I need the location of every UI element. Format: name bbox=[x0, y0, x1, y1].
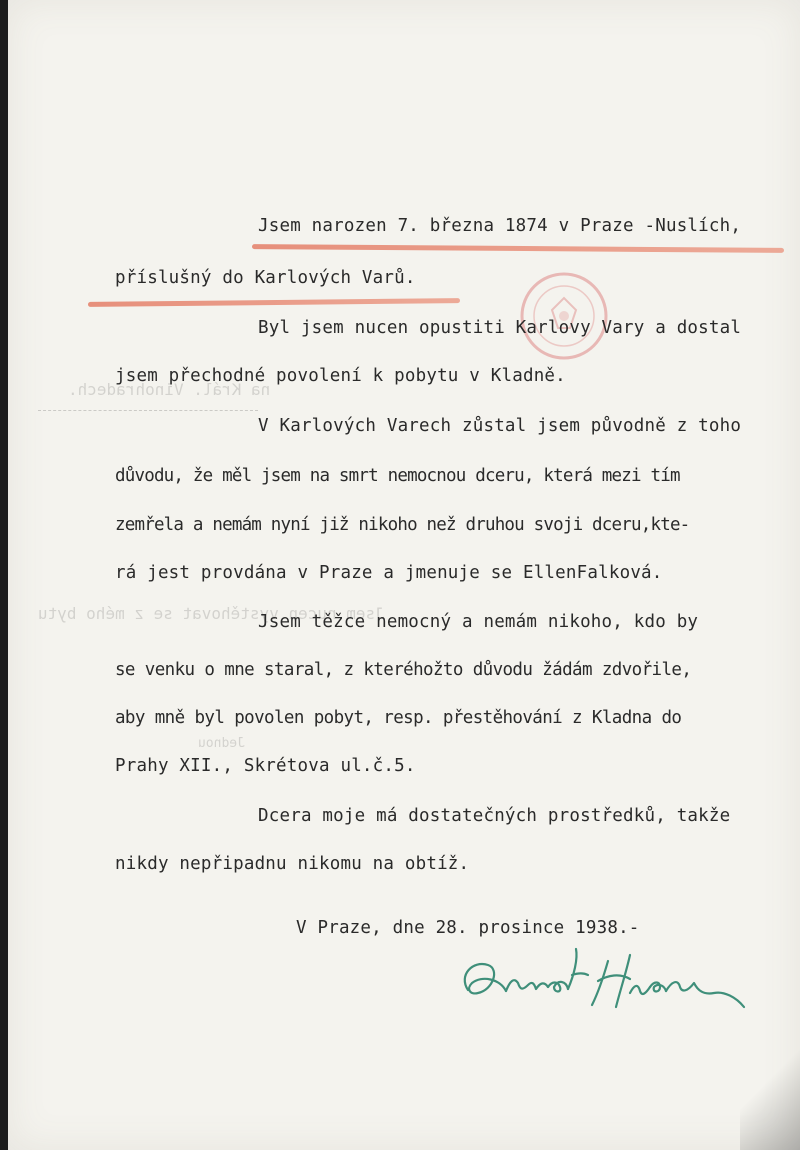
body-line: aby mně byl povolen pobyt, resp. přestěhování z Kladna do bbox=[115, 708, 682, 728]
ghost-text: na Král. Vinohradech. bbox=[68, 380, 271, 399]
official-stamp-icon bbox=[518, 270, 610, 362]
date-line: V Praze, dne 28. prosince 1938.- bbox=[296, 918, 640, 938]
body-line: zemřela a nemám nyní již nikoho než druhou svoji dceru,kte- bbox=[115, 515, 690, 535]
body-line: důvodu, že měl jsem na smrt nemocnou dceru, která mezi tím bbox=[115, 466, 680, 486]
body-line: jsem přechodné povolení k pobytu v Kladně. bbox=[115, 366, 566, 386]
body-line: Jsem těžce nemocný a nemám nikoho, kdo by bbox=[258, 612, 699, 632]
body-line: rá jest provdána v Praze a jmenuje se EllenFalková. bbox=[115, 563, 663, 583]
handwritten-signature-icon bbox=[448, 935, 748, 1025]
faint-dashed-rule bbox=[38, 410, 258, 411]
body-line: nikdy nepřipadnu nikomu na obtíž. bbox=[115, 854, 470, 874]
body-line: Prahy XII., Skrétova ul.č.5. bbox=[115, 756, 416, 776]
body-line: se venku o mne staral, z kteréhožto důvodu žádám zdvořile, bbox=[115, 660, 692, 680]
body-line: Byl jsem nucen opustiti Karlovy Vary a dostal bbox=[258, 318, 742, 338]
ghost-text: Jednou bbox=[198, 736, 245, 751]
body-line: Dcera moje má dostatečných prostředků, takže bbox=[258, 806, 731, 826]
body-line: V Karlových Varech zůstal jsem původně z toho bbox=[258, 416, 742, 436]
ghost-text: Jsem nucen vystěhovat se z mého bytu bbox=[38, 604, 385, 623]
document-page bbox=[8, 0, 800, 1150]
body-line: Jsem narozen 7. března 1874 v Praze -Nuslích, bbox=[258, 216, 742, 236]
red-pencil-underline bbox=[252, 244, 784, 253]
red-pencil-underline bbox=[88, 298, 460, 307]
page-corner-shadow bbox=[740, 1040, 800, 1150]
body-line: příslušný do Karlových Varů. bbox=[115, 268, 416, 288]
